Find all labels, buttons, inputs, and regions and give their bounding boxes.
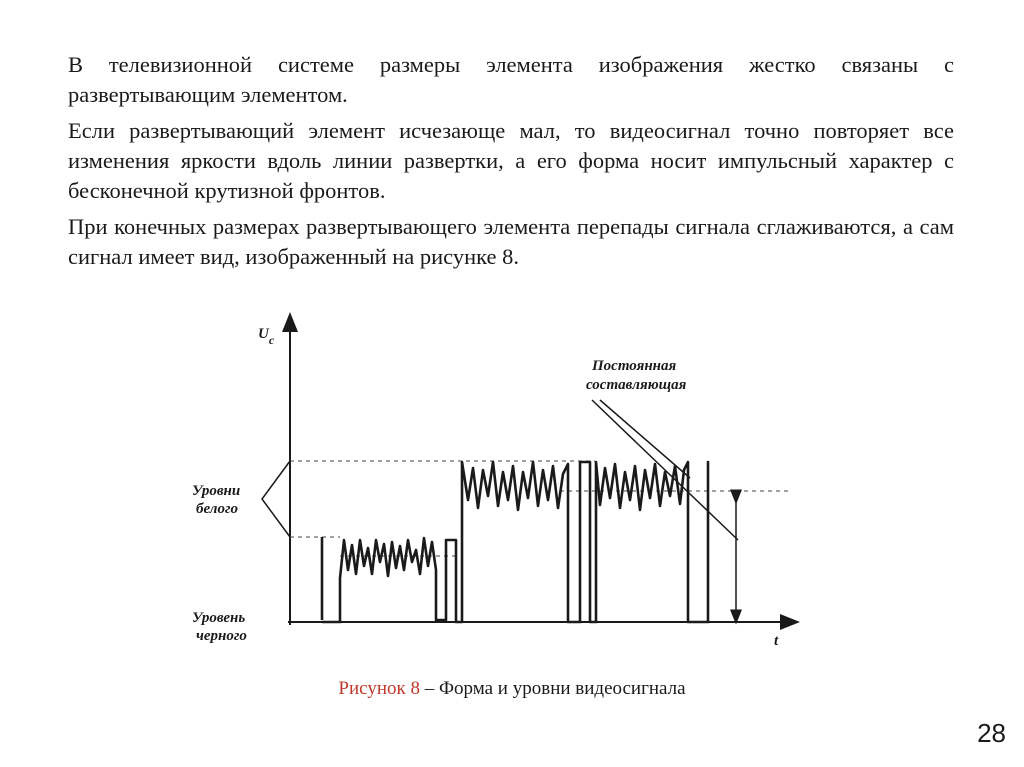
y-axis-label-sub: c — [268, 333, 275, 347]
black-level-label-line1: Уровень — [192, 610, 246, 626]
caption-text: – Форма и уровни видеосигнала — [420, 678, 686, 699]
paragraph-1: В телевизионной системе размеры элемента изображения жестко связаны с развертывающим элементом. — [68, 52, 954, 107]
video-signal-waveform — [322, 462, 708, 622]
y-axis-label-main: U — [258, 326, 269, 342]
white-levels-bracket — [262, 461, 290, 537]
caption-number: Рисунок 8 — [338, 678, 420, 699]
white-levels-label-line2: белого — [196, 501, 239, 517]
black-level-label-line2: черного — [196, 628, 247, 644]
white-levels-label-line1: Уровни — [192, 483, 241, 499]
figure-caption — [0, 678, 1024, 700]
page-number: 28 — [977, 718, 1006, 748]
paragraph-3: При конечных размерах развертывающего элемента перепады сигнала сглаживаются, а сам сигнал имеет вид, изображенный на рисунке 8. — [68, 214, 954, 269]
dc-component-label-line2: составляющая — [586, 377, 687, 393]
x-axis-label: t — [774, 633, 779, 649]
y-axis-label — [258, 326, 275, 347]
dc-component-label-line1: Постоянная — [592, 358, 677, 374]
paragraph-2: Если развертывающий элемент исчезающе мал, то видеосигнал точно повторяет все изменения яркости вдоль линии развертки, а его форма носит импульсный характер с бесконечной крутизной фронтов. — [68, 118, 954, 203]
